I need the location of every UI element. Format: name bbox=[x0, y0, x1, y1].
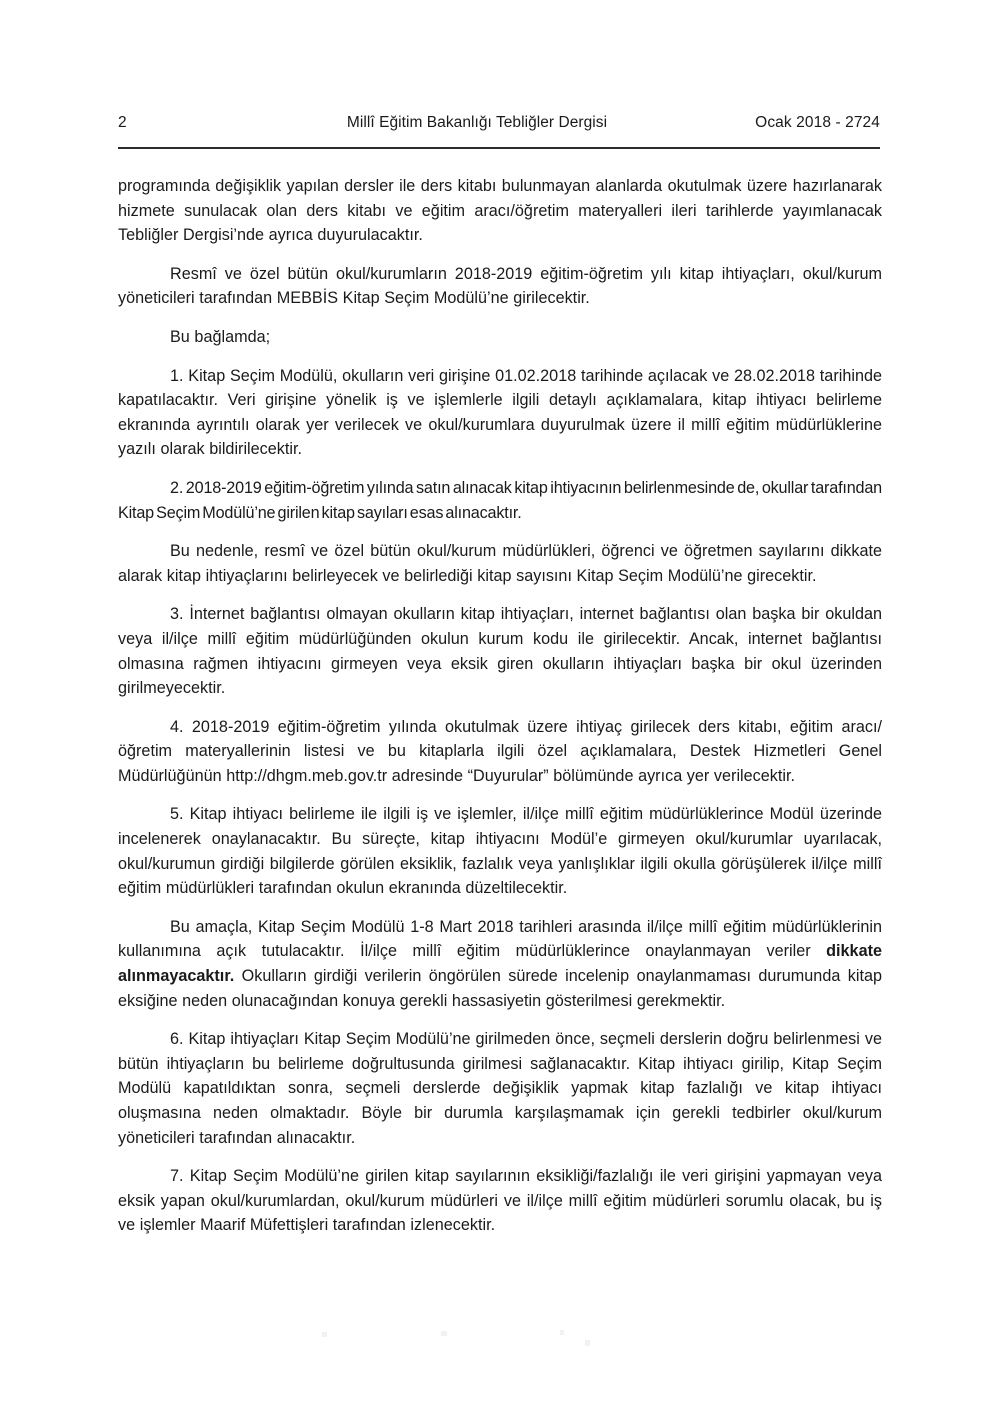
paragraph: 4. 2018-2019 eğitim-öğretim yılında okutulmak üzere ihtiyaç girilecek ders kitabı, eğitim aracı/öğretim materyallerinin listesi ve bu kitaplarla ilgili özel açıklamalara, Destek Hizmetleri Genel Müdürlüğünün http://dhgm.meb.gov.tr adresinde “Duyurular” bölümünde ayrıca yer verilecektir. bbox=[118, 717, 882, 785]
scan-speckle bbox=[560, 1330, 564, 1335]
paragraph: 1. Kitap Seçim Modülü, okulların veri girişine 01.02.2018 tarihinde açılacak ve 28.02.2018 tarihinde kapatılacaktır. Veri girişine yönelik iş ve işlemlerle ilgili detaylı açıklamalara, kitap ihtiyacı belirleme ekranında ayrıntılı olarak yer verilecek ve okul/kurumlara duyurulmak üzere il millî eğitim müdürlüklerine yazılı olarak bildirilecektir. bbox=[118, 366, 882, 459]
paragraph: Bu bağlamda; bbox=[170, 327, 271, 346]
paragraph-text: Bu amaçla, Kitap Seçim Modülü 1-8 Mart 2018 tarihleri arasında il/ilçe millî eğitim müdürlüklerinin kullanımına açık tutulacaktır. İl/ilçe millî eğitim müdürlüklerince onaylanmayan veriler bbox=[118, 917, 882, 961]
paragraph: 3. İnternet bağlantısı olmayan okulların kitap ihtiyaçları, internet bağlantısı olan başka bir okuldan veya il/ilçe millî eğitim müdürlüğünden okulun kurum kodu ile girilecektir. Ancak, internet bağlantısı olmasına rağmen ihtiyacını girmeyen veya eksik giren okulların ihtiyaçları başka bir okul üzerinden girilmeyecektir. bbox=[118, 605, 882, 698]
paragraph: programında değişiklik yapılan dersler ile ders kitabı bulunmayan alanlarda okutulmak üzere hazırlanarak hizmete sunulacak olan ders kitabı ve eğitim aracı/öğretim materyalleri ileri tarihlerde yayımlanacak Tebliğler Dergisi’nde ayrıca duyurulacaktır. bbox=[118, 177, 882, 245]
paragraph: 6. Kitap ihtiyaçları Kitap Seçim Modülü’ne girilmeden önce, seçmeli derslerin doğru belirlenmesi ve bütün ihtiyaçların bu belirleme doğrultusunda girilmesi sağlanacaktır. Kitap ihtiyacı girilip, Kitap Seçim Modülü kapatıldıktan sonra, seçmeli derslerde değişiklik yapmak kitap fazlalığı ve kitap ihtiyacı oluşmasına neden olmaktadır. Böyle bir durumla karşılaşmamak için gerekli tedbirler okul/kurum yöneticileri tarafından alınacaktır. bbox=[118, 1030, 882, 1147]
scan-speckle bbox=[441, 1331, 447, 1336]
scan-speckle bbox=[585, 1340, 590, 1346]
page-header bbox=[118, 113, 880, 149]
publication-title: Millî Eğitim Bakanlığı Tebliğler Dergisi bbox=[346, 114, 608, 131]
body-text-column bbox=[118, 174, 882, 1238]
page-number: 2 bbox=[118, 114, 127, 131]
paragraph-text: Okulların girdiği verilerin öngörülen sürede incelenip onaylanmaması durumunda kitap eksiğine neden olunacağından konuya gerekli hassasiyetin gösterilmesi gerekmektir. bbox=[118, 967, 882, 1010]
paragraph bbox=[118, 915, 882, 1013]
paragraph: 2. 2018-2019 eğitim-öğretim yılında satın alınacak kitap ihtiyacının belirlenmesinde de, okullar tarafından Kitap Seçim Modülü’ne girilen kitap sayıları esas alınacaktır. bbox=[118, 478, 882, 522]
scan-speckle bbox=[322, 1332, 327, 1337]
issue-label: Ocak 2018 - 2724 bbox=[755, 114, 880, 131]
paragraph: 7. Kitap Seçim Modülü’ne girilen kitap sayılarının eksikliği/fazlalığı ile veri girişini yapmayan veya eksik yapan okul/kurumlardan, okul/kurum müdürleri ve il/ilçe millî eğitim müdürleri sorumlu olacak, bu iş ve işlemler Maarif Müfettişleri tarafından izlenecektir. bbox=[118, 1167, 882, 1235]
paragraph: Resmî ve özel bütün okul/kurumların 2018-2019 eğitim-öğretim yılı kitap ihtiyaçları, okul/kurum yöneticileri tarafından MEBBİS Kitap Seçim Modülü’ne girilecektir. bbox=[118, 264, 882, 308]
emphasis-text: dikkate alınmayacaktır. bbox=[118, 942, 882, 986]
paragraph: Bu nedenle, resmî ve özel bütün okul/kurum müdürlükleri, öğrenci ve öğretmen sayılarını dikkate alarak kitap ihtiyaçlarını belirleyecek ve belirlediği kitap sayısını Kitap Seçim Modülü’ne girecektir. bbox=[118, 542, 882, 585]
paragraph: 5. Kitap ihtiyacı belirleme ile ilgili iş ve işlemler, il/ilçe millî eğitim müdürlüklerince Modül üzerinde incelenerek onaylanacaktır. Bu süreçte, kitap ihtiyacını Modül’e girmeyen okul/kurumlar uyarılacak, okul/kurumun girdiği bilgilerde görülen eksiklik, fazlalık veya yanlışlıklar ilgili okulla görüşülerek il/ilçe millî eğitim müdürlükleri tarafından okulun ekranında düzeltilecektir. bbox=[118, 805, 882, 898]
